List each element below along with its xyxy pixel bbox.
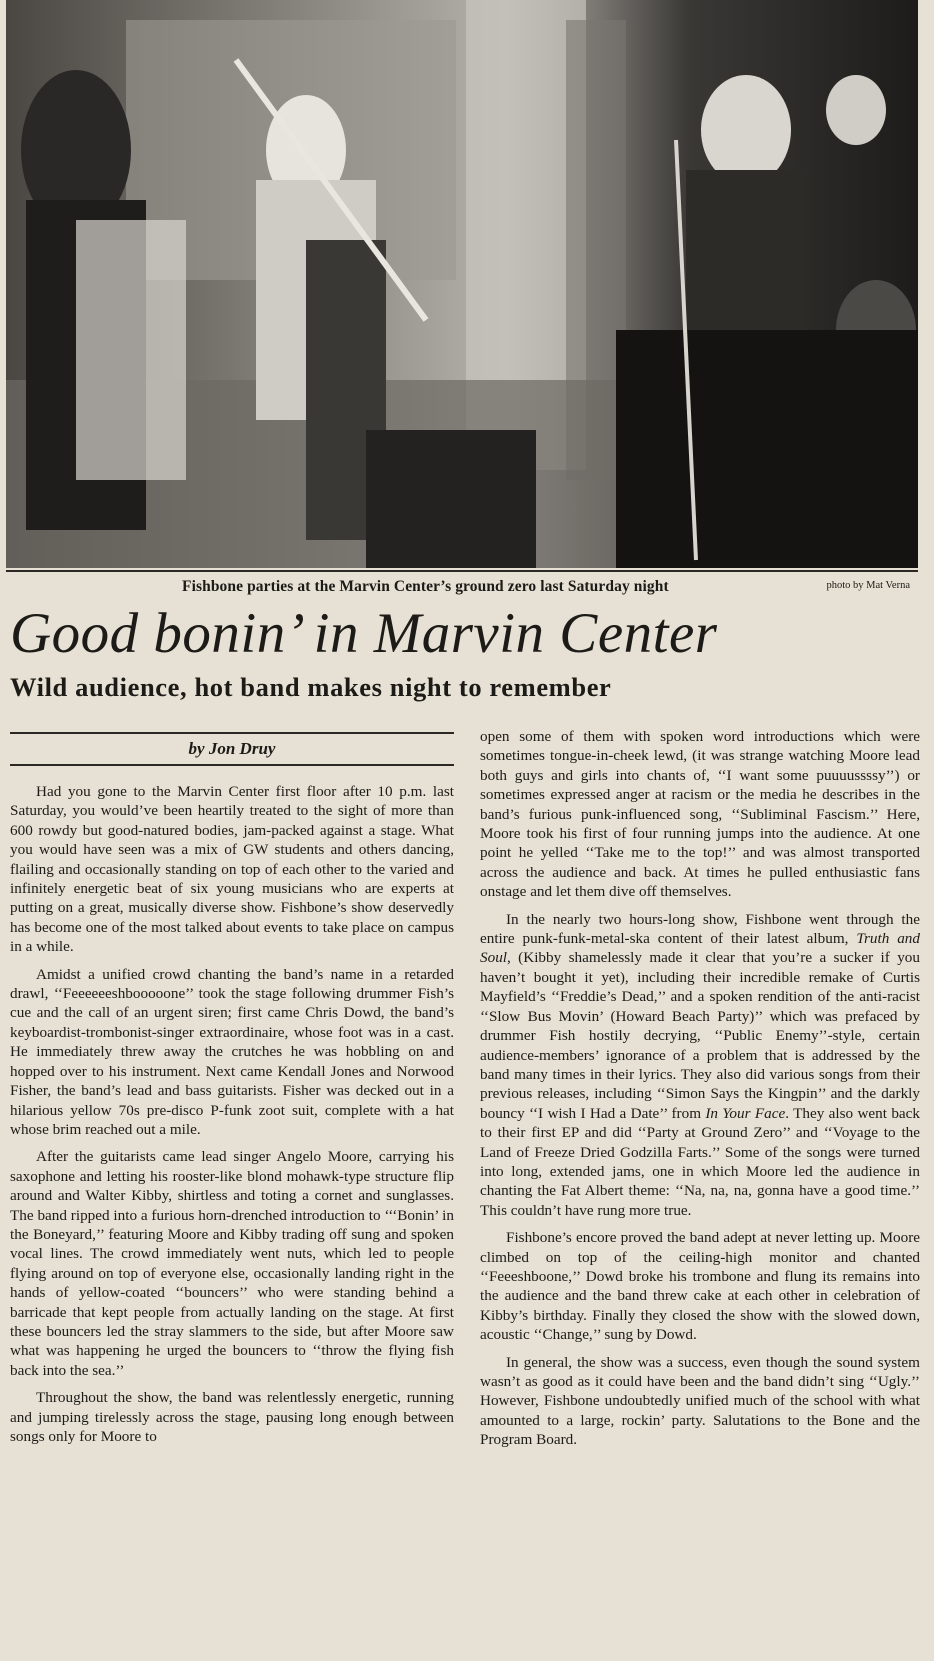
concert-photo bbox=[6, 0, 918, 568]
subheadline: Wild audience, hot band makes night to remember bbox=[10, 672, 612, 702]
paragraph: After the guitarists came lead singer Angelo Moore, carrying his saxophone and letting his rooster-like blond mohawk-type structure flip around and Walter Kibby, shirtless and toting a cornet and sunglasses. The band ripped into a furious horn-drenched introduction to ‘‘‘Bonin’ in the Boneyard,’’ featuring Moore and Kibby trading off sung and spoken vocal lines. The crowd immediately went nuts, which led to people flying around on top of everyone else, occasionally landing right in the hands of yellow-coated ‘‘bouncers’’ who were standing behind a barricade that kept people from actually landing on the stage. At first these bouncers led the stray slammers to the side, but after Moore saw what was happening he urged the bouncers to ‘‘throw the flying fish back into the sea.’’ bbox=[10, 1148, 454, 1379]
paragraph: In general, the show was a success, even though the sound system wasn’t as good as it could have been and the band didn’t sing ‘‘Ugly.’’ However, Fishbone undoubtedly unified much of the school with what amounted to a large, rockin’ party. Salutations to the Bone and the Program Board. bbox=[480, 1353, 920, 1449]
paragraph-text: In the nearly two hours-long show, Fishbone went through the entire punk-funk-metal-ska content of their latest album, bbox=[480, 910, 920, 948]
paragraph: Had you gone to the Marvin Center first floor after 10 p.m. last Saturday, you would’ve been heartily treated to the sight of more than 600 rowdy but good-natured bodies, jam-packed against a stage. What you would have seen was a mix of GW students and others dancing, flailing and occasionally standing on top of each other to the varied and infinitely energetic beat of six young musicians who are experts at putting on a great, musically diverse show. Fishbone’s show deservedly has become one of the most talked about events to take place on campus in a while. bbox=[10, 783, 454, 956]
byline: by Jon Druy bbox=[10, 732, 454, 766]
paragraph: Throughout the show, the band was relentlessly energetic, running and jumping tirelessly across the stage, pausing long enough between songs only for Moore to bbox=[10, 1389, 454, 1445]
paragraph: Amidst a unified crowd chanting the band’s name in a retarded drawl, ‘‘Feeeeeeshbooooone’’ took the stage following drummer Fish’s cue and the call of an urgent siren; first came Chris Dowd, the band’s keyboardist-trombonist-singer extraordinaire, whose foot was in a cast. He immediately threw away the crutches he was hobbling on and hopped over to his instrument. Next came Kendall Jones and Norwood Fisher, the band’s lead and bass guitarists. Fisher was decked out in a hilarious yellow 70s pre-disco P-funk zoot suit, complete with a hat whose brim reached out a mile. bbox=[10, 965, 454, 1138]
paragraph: Fishbone’s encore proved the band adept at never letting up. Moore climbed on top of the ceiling-high monitor and chanted ‘‘Feeeshboone,’’ Dowd broke his trombone and flung its remains into the audience and the band threw cake at each other in celebration of Kibby’s birthday. Finally they closed the show with the slowed down, acoustic ‘‘Change,’’ sung by Dowd. bbox=[480, 1229, 920, 1344]
concert-photo-image bbox=[6, 0, 918, 568]
article-column-right bbox=[480, 727, 920, 1458]
article-column-left bbox=[10, 732, 454, 1454]
ep-title: In Your Face bbox=[705, 1104, 786, 1122]
photo-caption-row bbox=[6, 570, 918, 600]
album-title: Truth and Soul bbox=[480, 930, 920, 967]
photo-credit: photo by Mat Verna bbox=[826, 580, 910, 591]
paragraph-text: . They also went back to their first EP and did ‘‘Party at Ground Zero’’ and ‘‘Voyage to the Land of Freeze Dried Godzilla Farts.’’ Some of the songs were turned into long, extended jams, one in which Moore led the audience in chanting the Fat Albert theme: ‘‘Na, na, na, gonna have a good time.’’ This couldn’t have rung more true. bbox=[480, 1104, 921, 1219]
paragraph bbox=[480, 910, 920, 1221]
headline: Good bonin’ in Marvin Center bbox=[10, 602, 718, 665]
paragraph: open some of them with spoken word introductions which were sometimes tongue-in-cheek lewd, (it was strange watching Moore lead both guys and girls into chants of, ‘‘I want some puuuussssy’’) or sometimes expressed anger at racism or the media he describes in the band’s furious punk-influenced song, ‘‘Subliminal Fascism.’’ Here, Moore took his first of four running jumps into the audience. At one point he yelled ‘‘Take me to the top!’’ and was almost transported across the audience and back. At times he pulled enthusiastic fans onstage and let them dive off themselves. bbox=[480, 728, 920, 901]
paragraph-text: , (Kibby shamelessly made it clear that you’re a sucker if you haven’t bought it yet), including their incredible remake of Curtis Mayfield’s ‘‘Freddie’s Dead,’’ and a spoken rendition of the anti-racist ‘‘Slow Bus Movin’ (Howard Beach Party)’’ which was prefaced by drummer Fish hostily decrying, ‘‘Public Enemy’’-style, certain audience-members’ ignorance of a problem that is addressed by the band many times in their lyrics. They also did various songs from their previous releases, including ‘‘Simon Says the Kingpin’’ and the darkly bouncy ‘‘I wish I Had a Date’’ from bbox=[480, 949, 920, 1122]
photo-caption: Fishbone parties at the Marvin Center’s ground zero last Saturday night bbox=[182, 578, 669, 595]
